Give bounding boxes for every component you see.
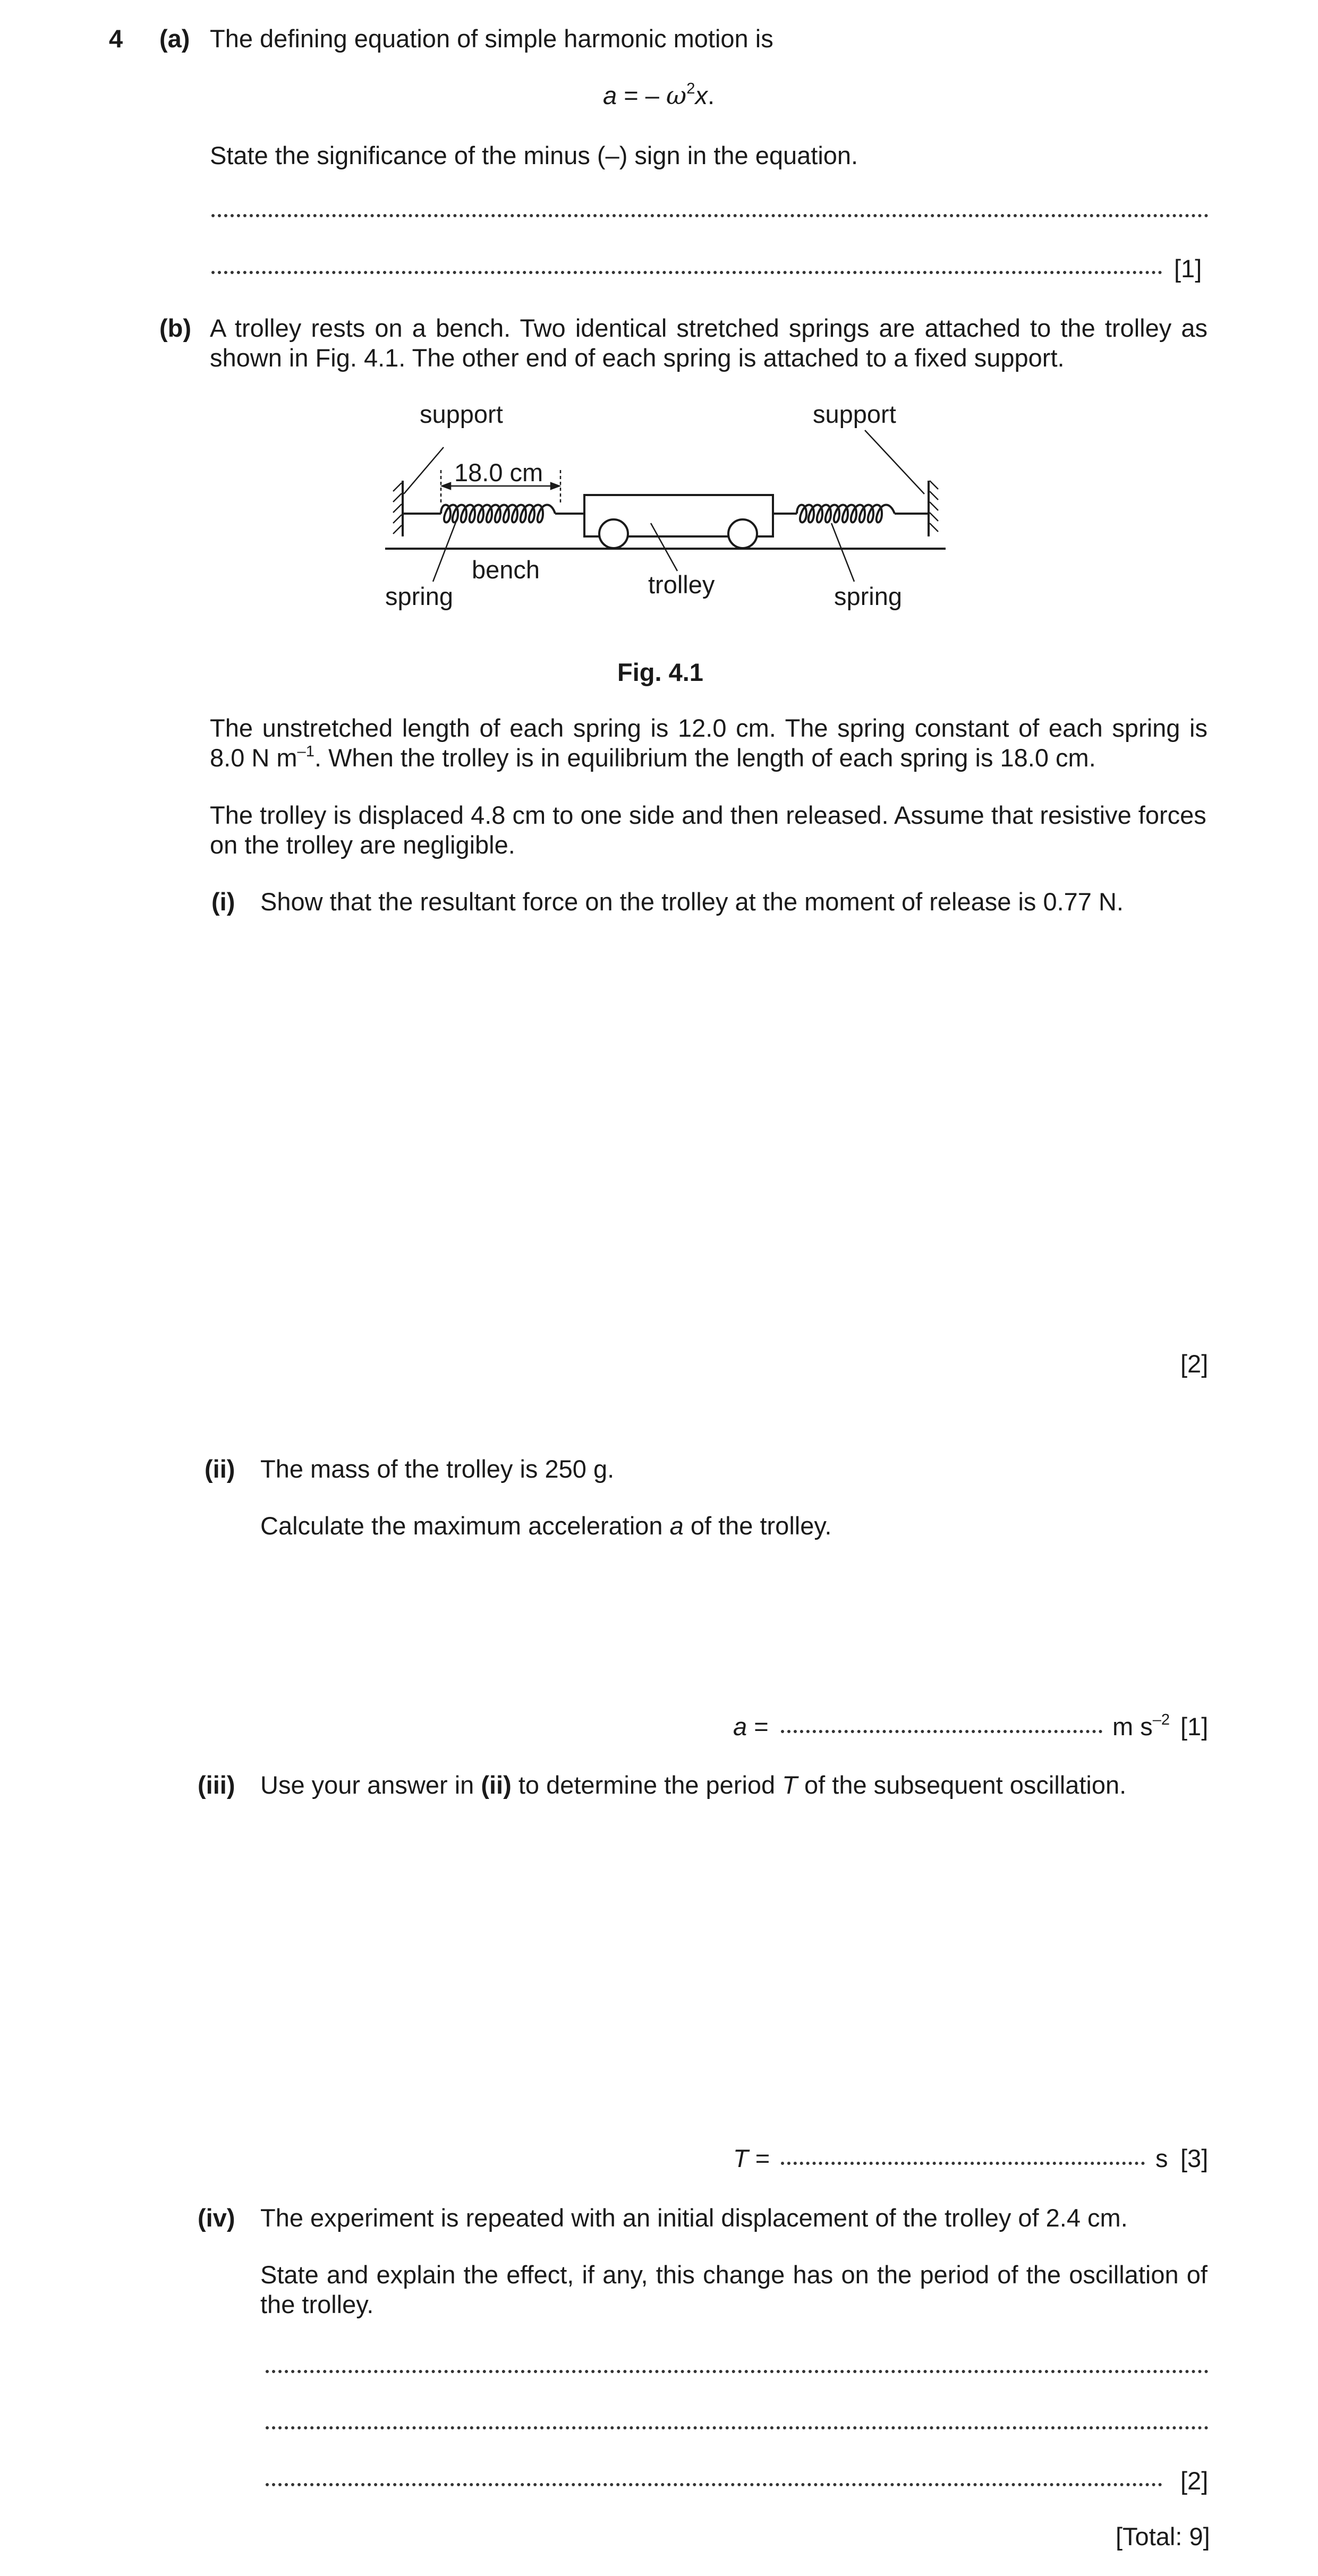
para1-text-b: . When the trolley is in equilibrium the length of each spring is 18.0 cm.	[314, 744, 1096, 772]
sub-iii-ref: (ii)	[481, 1771, 512, 1799]
equation-omega: ω	[666, 81, 687, 110]
right-support-hatch	[930, 481, 938, 532]
answer-line-iv1[interactable]	[266, 2370, 1209, 2373]
sub-iii-text-a: Use your answer in	[260, 1771, 481, 1799]
sub-ii-unit-text: m s	[1112, 1712, 1153, 1741]
sub-iv-text-1: The experiment is repeated with an initial displacement of the trolley of 2.4 cm.	[260, 2204, 1128, 2232]
label-spring-left: spring	[385, 582, 454, 610]
left-support-hatch	[393, 483, 402, 534]
sub-ii-text-2b: of the trolley.	[683, 1512, 832, 1540]
sub-ii-unit	[1112, 1712, 1170, 1742]
para1-exponent: –1	[297, 743, 314, 760]
part-a-label: (a)	[159, 24, 190, 53]
sub-iii-var: T	[782, 1771, 797, 1799]
answer-line-iv3[interactable]	[266, 2483, 1162, 2486]
sub-ii-marks: [1]	[1180, 1712, 1209, 1741]
sub-iii-answer-label	[733, 2144, 770, 2173]
part-a-intro: The defining equation of simple harmonic motion is	[210, 24, 773, 53]
sub-ii-label: (ii)	[205, 1455, 235, 1483]
part-b-label: (b)	[159, 314, 192, 342]
total-marks: [Total: 9]	[1116, 2522, 1210, 2551]
para1-text-a: The unstretched length of each spring is 12.0 cm. The spring constant of each spring is 8.0 N m	[210, 714, 1208, 772]
sub-iii-unit: s	[1155, 2144, 1168, 2172]
part-a-prompt: State the significance of the minus (–) sign in the equation.	[210, 141, 858, 169]
part-b-paragraph-2: The trolley is displaced 4.8 cm to one side and then released. Assume that resistive forces on the trolley are negligible.	[210, 801, 1206, 859]
sub-ii-unit-exponent: –2	[1152, 1711, 1170, 1729]
sub-ii-text-1: The mass of the trolley is 250 g.	[260, 1455, 615, 1483]
sub-iv-text-2: State and explain the effect, if any, this change has on the period of the oscillation of the trolley.	[260, 2261, 1208, 2319]
equation-mid: = –	[617, 81, 666, 109]
sub-iii-marks: [3]	[1180, 2144, 1209, 2172]
label-length: 18.0 cm	[454, 458, 543, 487]
sub-iii-text-b: to determine the period	[511, 1771, 783, 1799]
equation-lhs: a	[603, 81, 617, 109]
part-a-marks: [1]	[1174, 254, 1202, 283]
answer-line-iv2[interactable]	[266, 2426, 1209, 2429]
sub-ii-answer-eq: =	[747, 1712, 769, 1741]
sub-ii-answer-var: a	[733, 1712, 747, 1741]
sub-i-text: Show that the resultant force on the trolley at the moment of release is 0.77 N.	[260, 888, 1124, 916]
sub-ii-answer-label	[733, 1712, 769, 1742]
sub-iii-answer-line[interactable]	[781, 2162, 1145, 2165]
trolley-wheel-right	[728, 519, 757, 548]
sub-iii-answer-var: T	[733, 2144, 749, 2172]
label-bench: bench	[472, 556, 540, 584]
label-spring-right: spring	[834, 582, 903, 610]
part-b-intro: A trolley rests on a bench. Two identical stretched springs are attached to the trolley as shown in Fig. 4.1. The other end of each spring is attached to a fixed support.	[210, 314, 1208, 372]
left-spring	[403, 505, 584, 523]
sub-iii-text	[260, 1770, 1126, 1800]
answer-line-a1[interactable]	[211, 214, 1209, 217]
sub-ii-answer-line[interactable]	[781, 1730, 1102, 1733]
equation-rhs: x	[695, 81, 708, 109]
sub-iii-text-c: of the subsequent oscillation.	[797, 1771, 1127, 1799]
trolley-wheel-left	[599, 519, 628, 548]
figure-caption: Fig. 4.1	[617, 658, 703, 686]
answer-line-a2[interactable]	[211, 271, 1162, 274]
label-trolley: trolley	[648, 570, 715, 599]
part-b-paragraph-1	[210, 713, 1208, 773]
sub-iv-marks: [2]	[1180, 2467, 1209, 2495]
sub-iii-label: (iii)	[198, 1771, 235, 1799]
sub-ii-var: a	[669, 1512, 684, 1540]
label-support-left: support	[420, 400, 503, 428]
equation-exponent: 2	[686, 80, 695, 98]
sub-ii-text-2a: Calculate the maximum acceleration	[260, 1512, 670, 1540]
sub-i-marks: [2]	[1180, 1350, 1209, 1378]
equation-end: .	[707, 81, 715, 109]
question-number: 4	[109, 24, 123, 53]
sub-iii-answer-eq: =	[748, 2144, 770, 2172]
sub-i-label: (i)	[211, 888, 235, 916]
right-spring	[773, 505, 929, 523]
label-support-right: support	[813, 400, 896, 428]
shm-equation	[603, 81, 715, 111]
sub-ii-text-2	[260, 1511, 831, 1541]
sub-iv-label: (iv)	[198, 2204, 235, 2232]
